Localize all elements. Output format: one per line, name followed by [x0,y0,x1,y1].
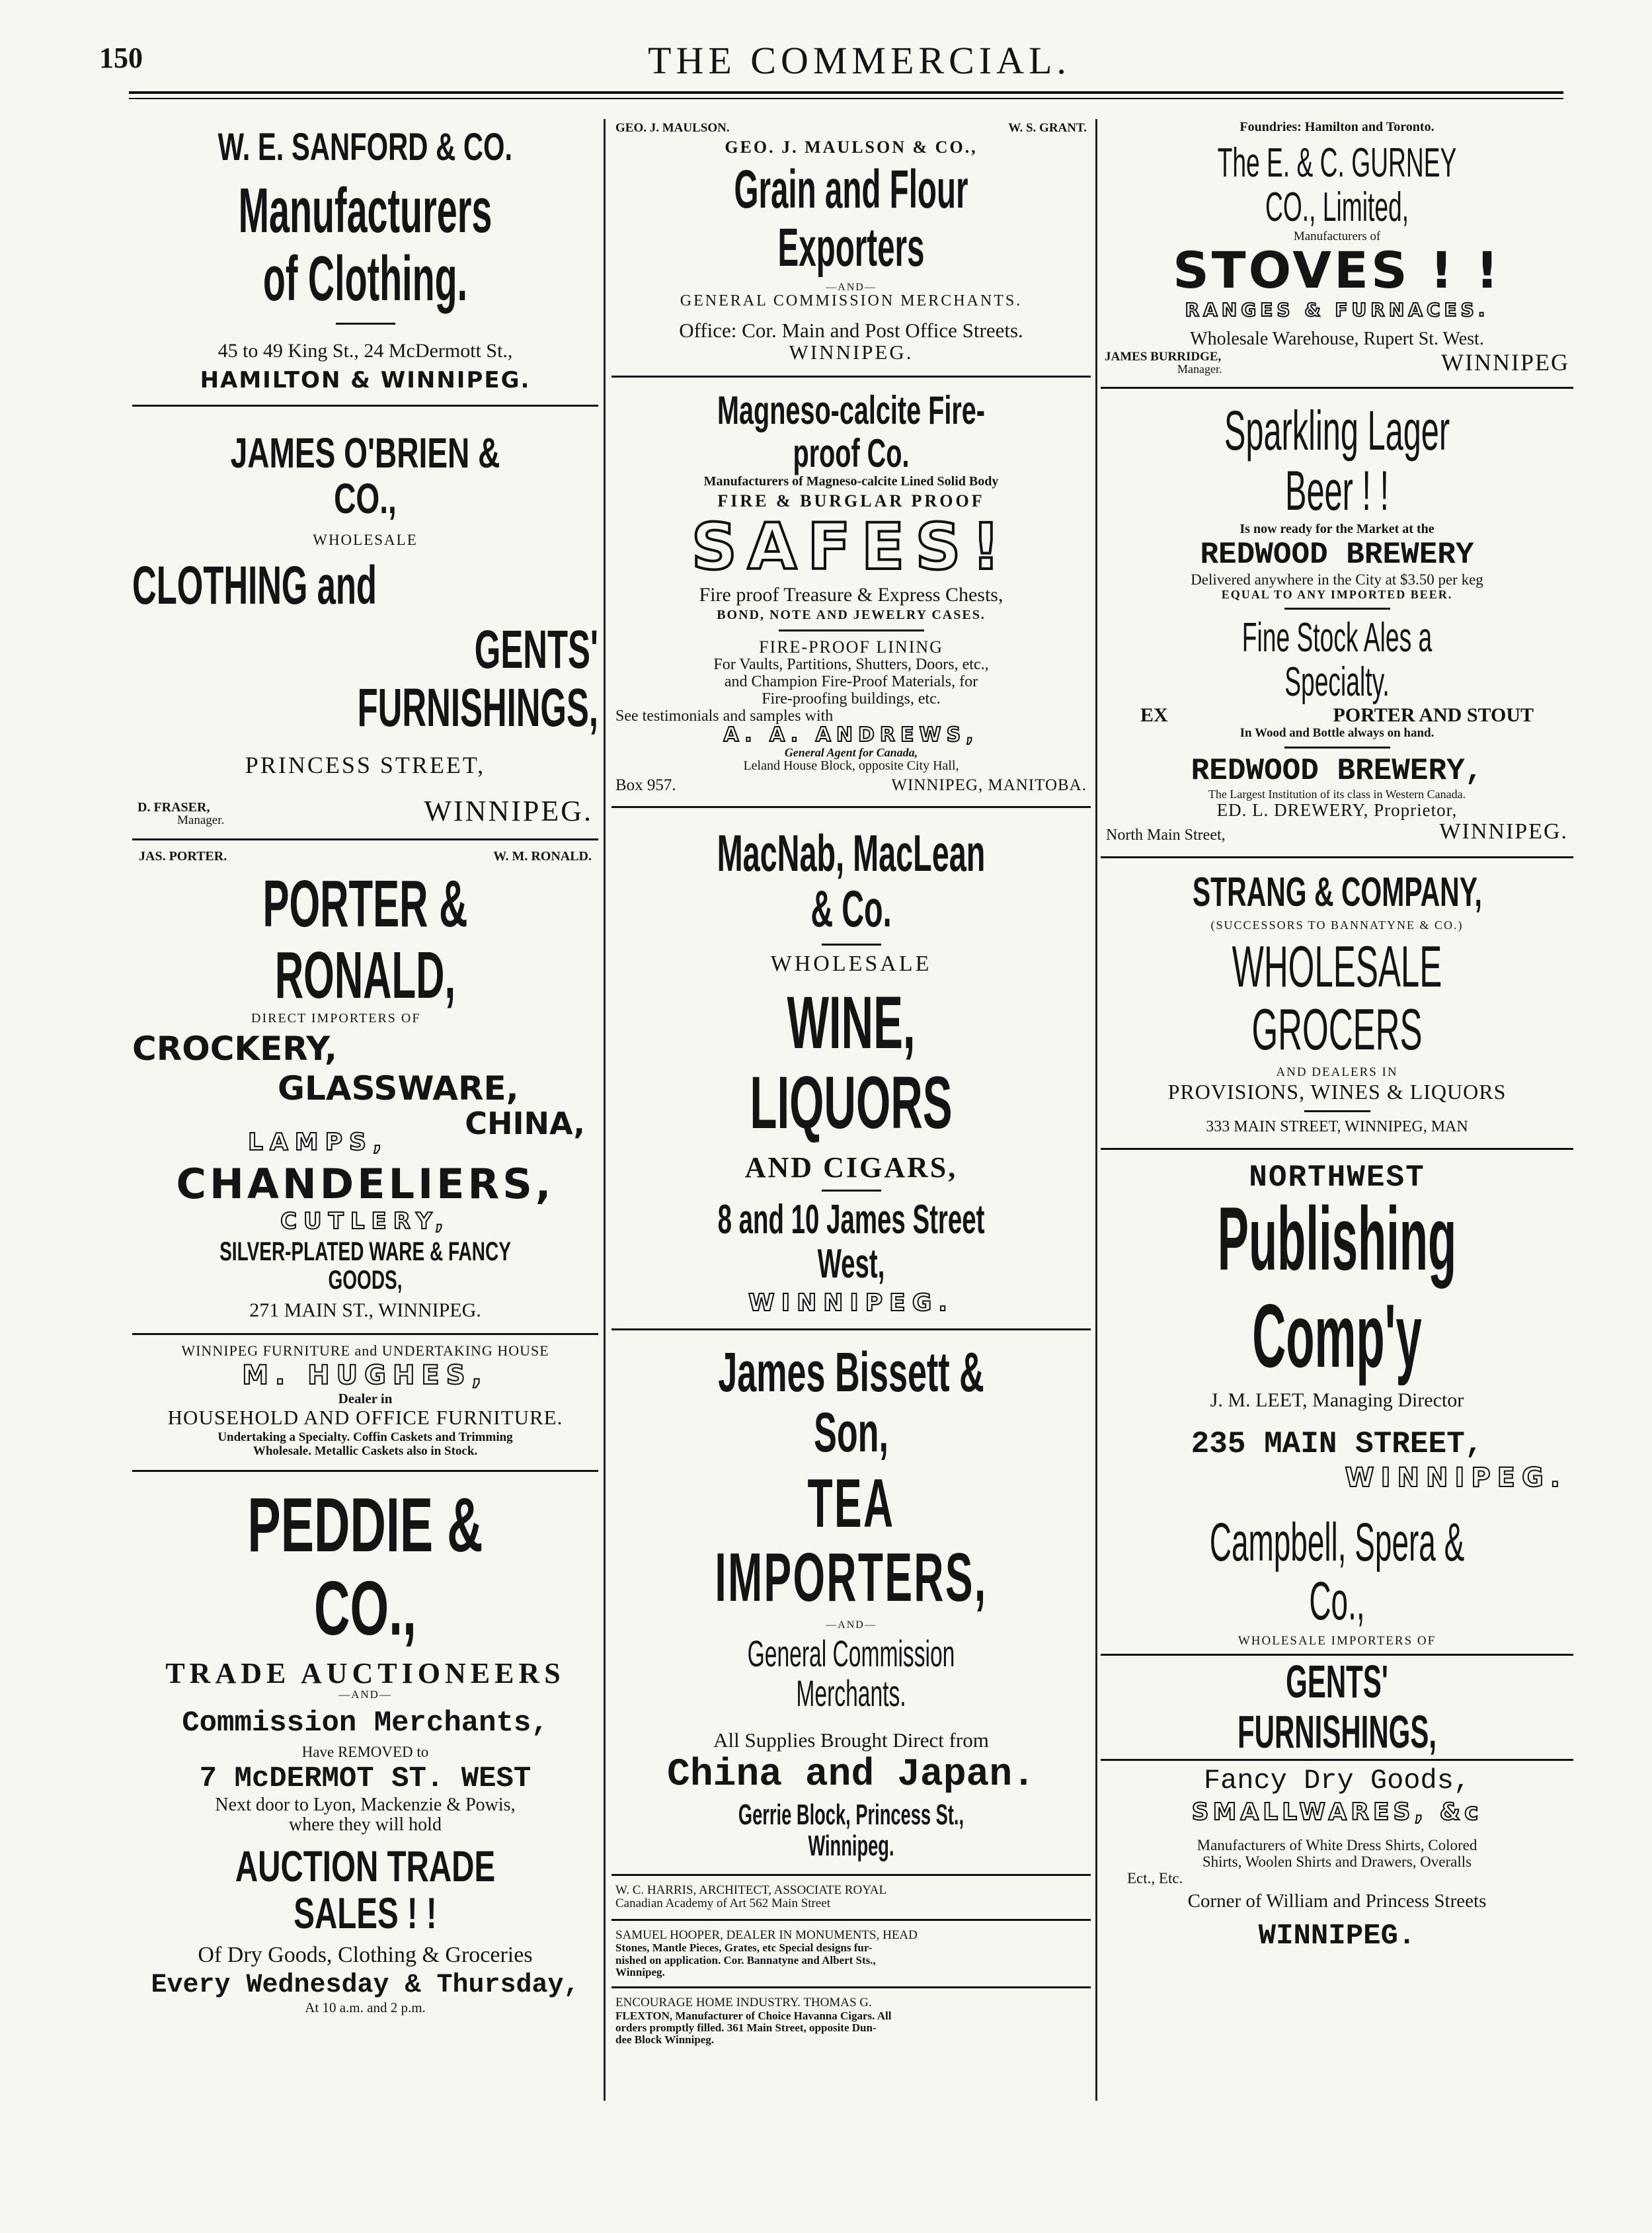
redwood-ex: EX [1140,704,1168,727]
ad-separator [1101,856,1573,858]
redwood-city: WINNIPEG. [1439,819,1568,844]
redwood-proprietor: ED. L. DREWERY, Proprietor, [1216,800,1458,821]
maulson-partner2: W. S. GRANT. [1008,121,1087,135]
bissett-china: China and Japan. [667,1753,1035,1797]
ad-peddie [132,1479,598,2020]
peddie-trade: TRADE AUCTIONEERS [165,1656,565,1689]
campbell-fancy: Fancy Dry Goods, [1203,1765,1471,1797]
porter-item1: CROCKERY, [132,1030,337,1069]
magneso-box: Box 957. [615,776,676,794]
sanford-name: W. E. SANFORD & CO. [217,126,513,169]
column-divider [1095,119,1097,2101]
flexton-line1: ENCOURAGE HOME INDUSTRY. THOMAS G. [615,1996,872,2010]
redwood-bottle: In Wood and Bottle always on hand. [1239,725,1435,740]
redwood-porter: PORTER AND STOUT [1333,704,1534,727]
ad-separator [611,1986,1091,1988]
obrien-city: WINNIPEG. [424,794,593,827]
ad-flexton [611,1995,1091,2048]
northwest-city: WINNIPEG. [1345,1463,1567,1494]
campbell-city: WINNIPEG. [1258,1920,1416,1953]
ad-strang [1101,865,1573,1141]
porter-partner1: JAS. PORTER. [139,849,227,864]
strang-grocers: WHOLESALE GROCERS [1232,933,1442,1062]
porter-partner2: W. M. RONALD. [493,849,592,864]
bissett-supplies: All Supplies Brought Direct from [713,1728,989,1752]
harris-line1: W. C. HARRIS, ARCHITECT, ASSOCIATE ROYAL [615,1883,887,1897]
page-number: 150 [99,42,143,74]
ad-separator [132,405,598,407]
ad-harris [611,1883,1091,1912]
redwood-equal: EQUAL TO ANY IMPORTED BEER. [1221,587,1453,601]
peddie-next2: where they will hold [289,1814,442,1835]
ad-separator [611,1874,1091,1876]
peddie-removed: Have REMOVED to [301,1744,429,1761]
gurney-name: The E. & C. GURNEY CO., Limited, [1217,140,1457,230]
hughes-goods: HOUSEHOLD AND OFFICE FURNITURE. [167,1405,563,1429]
obrien-name: JAMES O'BRIEN & CO., [230,429,500,523]
campbell-smallwares: SMALLWARES, &c [1191,1799,1483,1826]
ad-magneso [611,384,1091,799]
macnab-city: WINNIPEG. [748,1289,954,1317]
strang-dealers: AND DEALERS IN [1276,1065,1398,1079]
obrien-line1: CLOTHING and [132,555,377,616]
column-1 [132,118,598,2104]
redwood-brewery: REDWOOD BREWERY [1200,538,1474,573]
hooper-line1: SAMUEL HOOPER, DEALER IN MONUMENTS, HEAD [615,1928,918,1942]
sanford-cities: HAMILTON & WINNIPEG. [200,367,531,394]
strang-successors: (SUCCESSORS TO BANNATYNE & CO.) [1210,918,1464,932]
campbell-gents: GENTS' FURNISHINGS, [1237,1655,1437,1758]
peddie-hours: At 10 a.m. and 2 p.m. [305,1999,426,2015]
maulson-and: —AND— [826,281,877,293]
obrien-manager-title: Manager. [177,813,225,828]
header-rule [129,91,1563,99]
ad-obrien [132,413,598,832]
peddie-name: PEDDIE & CO., [247,1482,483,1651]
column-3 [1101,118,1573,2104]
bissett-name: James Bissett & Son, [718,1341,984,1463]
column-divider [604,119,606,2101]
porter-name: PORTER & RONALD, [262,866,468,1012]
divider [1284,747,1390,749]
ad-hughes [132,1342,598,1463]
campbell-mfr3: Ect., Etc. [1127,1869,1183,1887]
bissett-block: Gerrie Block, Princess St., Winnipeg. [738,1798,964,1863]
maulson-name: GEO. J. MAULSON & CO., [725,137,978,157]
peddie-and: —AND— [338,1688,392,1701]
porter-item5: CHANDELIERS, [176,1159,555,1208]
divider [336,323,395,325]
macnab-line1: WINE, LIQUORS [750,981,953,1144]
ad-separator [132,1333,598,1335]
hughes-house: WINNIPEG FURNITURE and UNDERTAKING HOUSE [181,1342,549,1360]
obrien-manager: D. FRASER, [138,800,210,815]
campbell-name: Campbell, Spera & Co., [1209,1512,1465,1631]
hooper-line2: Stones, Mantle Pieces, Grates, etc Special designs fur- [615,1941,873,1955]
divider [1284,608,1390,610]
ad-gurney [1101,118,1573,380]
flexton-line3: orders promptly filled. 361 Main Street, opposite Dun- [615,2021,877,2035]
northwest-director: J. M. LEET, Managing Director [1210,1389,1464,1412]
gurney-city: WINNIPEG [1441,348,1569,376]
strang-name: STRANG & COMPANY, [1192,870,1482,916]
bissett-general: General Commission Merchants. [747,1632,955,1715]
peddie-next1: Next door to Lyon, Mackenzie & Powis, [215,1794,516,1815]
maulson-partner1: GEO. J. MAULSON. [615,121,730,135]
ad-northwest [1101,1157,1573,1498]
redwood-delivered: Delivered anywhere in the City at $3.50 per keg [1191,571,1483,589]
ad-separator [611,1328,1091,1330]
magneso-vaults3: Fire-proofing buildings, etc. [762,690,941,708]
maulson-general: GENERAL COMMISSION MERCHANTS. [680,292,1023,309]
northwest-top: NORTHWEST [1249,1160,1425,1195]
macnab-address: 8 and 10 James Street West, [717,1197,985,1287]
ad-sanford [132,118,598,398]
sanford-address: 45 to 49 King St., 24 McDermott St., [217,339,513,362]
sanford-business: Manufacturers of Clothing. [238,175,492,315]
flexton-line2: FLEXTON, Manufacturer of Choice Havanna Cigars. All [615,2009,892,2022]
gurney-stoves: STOVES ! ! [1173,241,1501,300]
porter-item7: SILVER-PLATED WARE & FANCY GOODS, [219,1237,511,1295]
magneso-mfr: Manufacturers of Magneso-calcite Lined Solid Body [703,474,999,489]
macnab-name: MacNab, MacLean & Co. [717,823,986,938]
porter-item4: LAMPS, [248,1129,389,1157]
magneso-vaults2: and Champion Fire-Proof Materials, for [724,672,978,690]
magneso-name: Magneso-calcite Fire-proof Co. [717,387,985,475]
gurney-mfr: Manufacturers of [1293,229,1381,243]
obrien-street: PRINCESS STREET, [245,751,486,778]
magneso-testimonials: See testimonials and samples with [615,707,834,725]
ad-redwood [1101,395,1573,850]
magneso-cases: BOND, NOTE AND JEWELRY CASES. [717,608,986,623]
hughes-note1: Undertaking a Specialty. Coffin Caskets and Trimming [217,1430,513,1445]
redwood-headline: Sparkling Lager Beer ! ! [1224,399,1450,522]
campbell-corner: Corner of William and Princess Streets [1187,1890,1487,1912]
strang-provisions: PROVISIONS, WINES & LIQUORS [1167,1080,1507,1104]
hooper-line4: Winnipeg. [615,1965,665,1978]
harris-line2: Canadian Academy of Art 562 Main Street [615,1896,831,1911]
column-2 [611,118,1091,2104]
ad-separator [1101,387,1573,389]
northwest-address: 235 MAIN STREET, [1191,1427,1483,1462]
peddie-address: 7 McDERMOT ST. WEST [199,1762,531,1796]
magneso-agent: A. A. ANDREWS, [723,723,979,747]
gurney-foundries: Foundries: Hamilton and Toronto. [1239,120,1435,134]
redwood-ales: Fine Stock Ales a Specialty. [1241,615,1433,706]
bissett-and: —AND— [826,1619,877,1631]
obrien-line2: GENTS' FURNISHINGS, [357,619,598,739]
magneso-fire: FIRE & BURGLAR PROOF [717,491,985,510]
porter-tagline: DIRECT IMPORTERS OF [251,1010,421,1026]
macnab-type: WHOLESALE [770,952,932,977]
ad-separator [611,1919,1091,1921]
gurney-ranges: RANGES & FURNACES. [1185,299,1489,321]
porter-address: 271 MAIN ST., WINNIPEG. [249,1299,481,1321]
peddie-sales: AUCTION TRADE SALES ! ! [235,1842,496,1938]
ad-separator [132,1470,598,1472]
ad-hooper [611,1928,1091,1980]
magneso-hall: Leland House Block, opposite City Hall, [743,758,959,774]
hughes-name: M. HUGHES, [242,1360,489,1391]
hughes-dealer: Dealer in [338,1391,393,1407]
campbell-mfr1: Manufacturers of White Dress Shirts, Colored [1197,1837,1477,1854]
maulson-city: WINNIPEG. [789,341,914,364]
redwood-brewery2: REDWOOD BREWERY, [1191,754,1483,789]
hooper-line3: nished on application. Cor. Bannatyne and Albert Sts., [615,1953,876,1967]
ad-maulson [611,118,1091,369]
peddie-commission: Commission Merchants, [182,1706,549,1740]
maulson-business: Grain and Flour Exporters [734,159,968,278]
northwest-name: Publishing Comp'y [1217,1188,1457,1387]
ad-separator [611,806,1091,808]
campbell-importers: WHOLESALE IMPORTERS OF [1238,1634,1436,1648]
magneso-city: WINNIPEG, MANITOBA. [891,776,1087,794]
running-head: THE COMMERCIAL. [648,39,1071,82]
porter-item2: GLASSWARE, [278,1069,519,1108]
redwood-ready: Is now ready for the Market at the [1239,521,1435,536]
porter-item3: CHINA, [465,1106,585,1142]
hughes-note2: Wholesale. Metallic Caskets also in Stock. [253,1443,478,1458]
gurney-manager: JAMES BURRIDGE, [1105,350,1222,364]
redwood-largest: The Largest Institution of its class in Western Canada. [1208,787,1466,801]
flexton-line4: dee Block Winnipeg. [615,2033,715,2047]
magneso-safes: SAFES! [691,510,1011,585]
obrien-type: WHOLESALE [313,532,418,549]
campbell-mfr2: Shirts, Woolen Shirts and Drawers, Overalls [1202,1853,1472,1871]
ad-separator [132,838,598,840]
magneso-lining: FIRE-PROOF LINING [759,637,943,657]
gurney-warehouse: Wholesale Warehouse, Rupert St. West. [1190,329,1484,350]
gurney-manager-title: Manager. [1177,362,1222,376]
divider [822,1190,881,1192]
divider [1304,1110,1370,1112]
magneso-chests: Fire proof Treasure & Express Chests, [699,583,1003,606]
ad-macnab [611,815,1091,1322]
ad-porter-ronald [132,847,598,1326]
peddie-days: Every Wednesday & Thursday, [151,1970,580,2001]
magneso-vaults1: For Vaults, Partitions, Shutters, Doors, etc., [713,655,989,673]
ad-separator [611,376,1091,378]
maulson-office: Office: Cor. Main and Post Office Streets. [679,318,1023,342]
strang-address: 333 MAIN STREET, WINNIPEG, MAN [1206,1117,1468,1135]
ad-campbell [1101,1498,1573,1957]
ad-separator [1101,1148,1573,1150]
divider [822,944,881,946]
bissett-tea: TEA IMPORTERS, [715,1465,988,1616]
peddie-goods: Of Dry Goods, Clothing & Groceries [198,1942,533,1967]
porter-item6: CUTLERY, [280,1207,450,1235]
divider [779,629,924,631]
redwood-street: North Main Street, [1106,827,1226,844]
ad-bissett [611,1337,1091,1867]
macnab-line2: AND CIGARS, [744,1151,958,1184]
magneso-agent-title: General Agent for Canada, [784,745,918,759]
